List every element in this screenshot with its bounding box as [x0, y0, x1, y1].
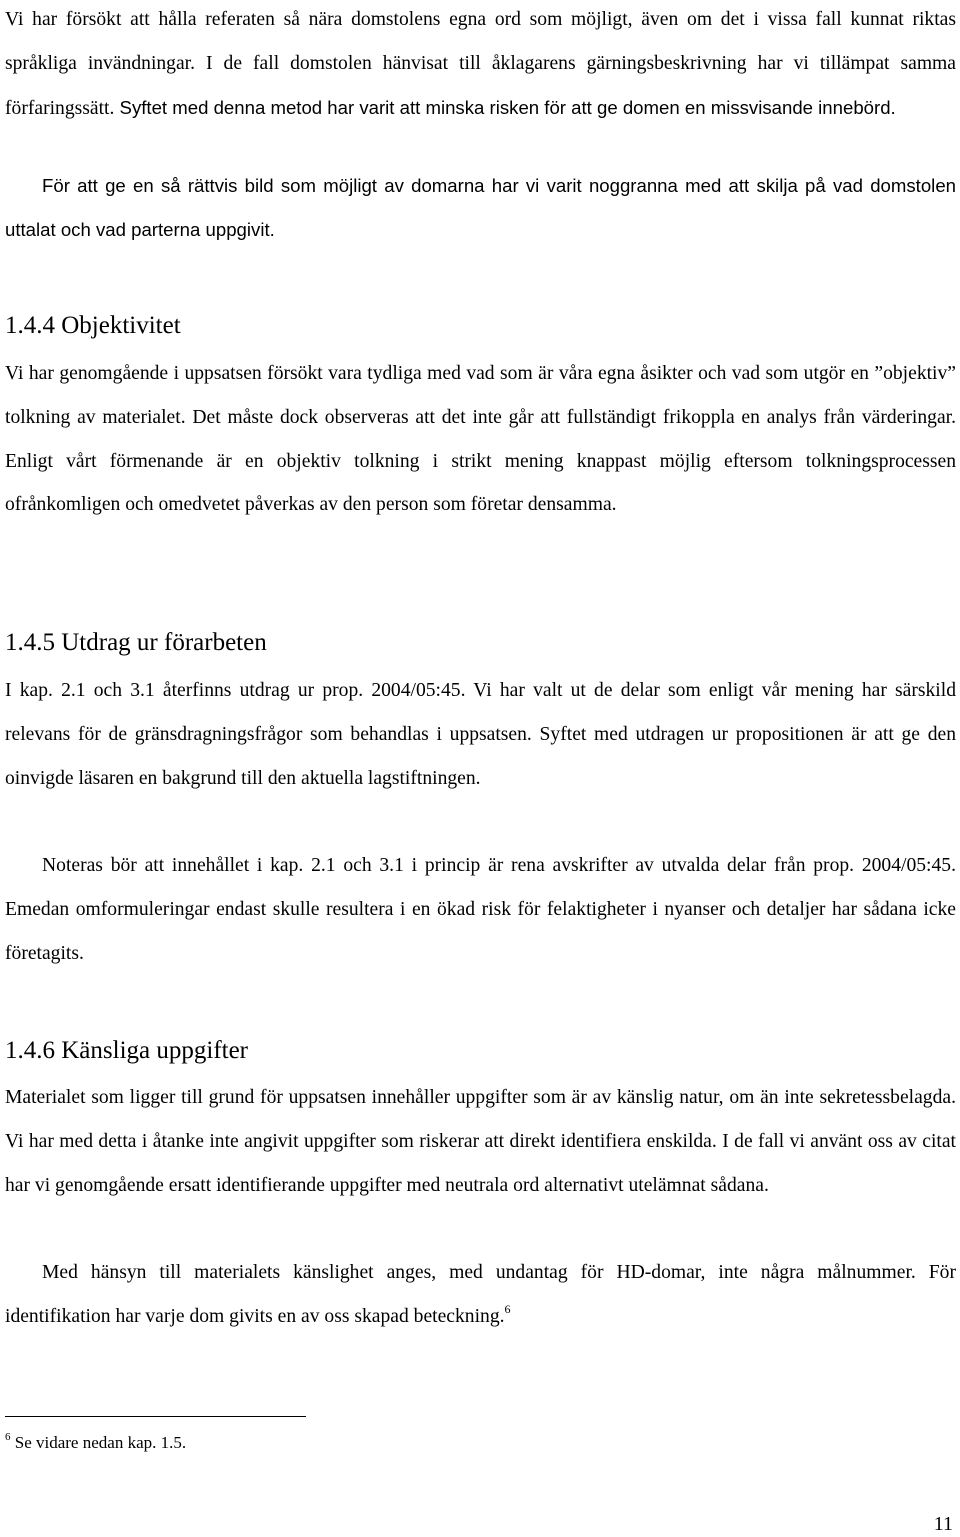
heading-kansliga-uppgifter: 1.4.6 Känsliga uppgifter	[5, 1037, 249, 1064]
footnote	[5, 1430, 186, 1456]
intro-paragraph-2: För att ge en så rättvis bild som möjligt av domarna har vi varit noggranna med att skilja på vad domstolen uttalat och vad parterna uppgivit.	[5, 175, 956, 240]
heading-objektivitet: 1.4.4 Objektivitet	[5, 312, 181, 339]
forarbeten-paragraph-1: I kap. 2.1 och 3.1 återfinns utdrag ur prop. 2004/05:45. Vi har valt ut de delar som enligt vår mening har särskild relevans för de gränsdragningsfrågor som behandlas i uppsatsen. Syftet med utdragen ur propositionen är att ge den oinvigde läsaren en bakgrund till den aktuella lagstiftningen.	[5, 680, 956, 789]
intro-paragraph-1	[5, 0, 956, 130]
kansliga-paragraph-2-text: Med hänsyn till materialets känslighet anges, med undantag för HD-domar, inte några målnummer. För identifikation har varje dom givits en av oss skapad beteckning.	[5, 1262, 956, 1327]
footnote-number: 6	[5, 1431, 11, 1443]
footnote-separator	[5, 1416, 306, 1417]
page-number: 11	[933, 1513, 953, 1535]
forarbeten-paragraph-2: Noteras bör att innehållet i kap. 2.1 och 3.1 i princip är rena avskrifter av utvalda delar från prop. 2004/05:45. Emedan omformuleringar endast skulle resultera i en ökad risk för felaktigheter i nyanser och detaljer har sådana icke företagits.	[5, 855, 956, 964]
kansliga-paragraph-1: Materialet som ligger till grund för uppsatsen innehåller uppgifter som är av känslig natur, om än inte sekretessbelagda. Vi har med detta i åtanke inte angivit uppgifter som riskerar att direkt identifiera enskilda. I de fall vi använt oss av citat har vi genomgående ersatt identifierande uppgifter med neutrala ord alternativt utelämnat sådana.	[5, 1087, 956, 1196]
footnote-reference[interactable]: 6	[504, 1301, 511, 1316]
heading-utdrag-ur-forarbeten: 1.4.5 Utdrag ur förarbeten	[5, 629, 267, 656]
intro-paragraph-1-sans: Syftet med denna metod har varit att minska risken för att ge domen en missvisande innebörd.	[114, 96, 896, 118]
kansliga-paragraph-2	[5, 1251, 956, 1339]
intro-paragraph-1-serif: Vi har försökt att hålla referaten så nära domstolens egna ord som möjligt, även om det i vissa fall kunnat riktas språkliga invändningar. I de fall domstolen hänvisat till åklagarens gärningsbeskrivning har vi tillämpat samma förfaringssätt.	[5, 9, 956, 119]
footnote-text: Se vidare nedan kap. 1.5.	[10, 1433, 187, 1452]
objektivitet-paragraph: Vi har genomgående i uppsatsen försökt vara tydliga med vad som är våra egna åsikter och vad som utgör en ”objektiv” tolkning av materialet. Det måste dock observeras att det inte går att fullständigt frikoppla en analys från värderingar. Enligt vårt förmenande är en objektiv tolkning i strikt mening knappast möjlig eftersom tolkningsprocessen ofrånkomligen och omedvetet påverkas av den person som företar densamma.	[5, 363, 956, 516]
